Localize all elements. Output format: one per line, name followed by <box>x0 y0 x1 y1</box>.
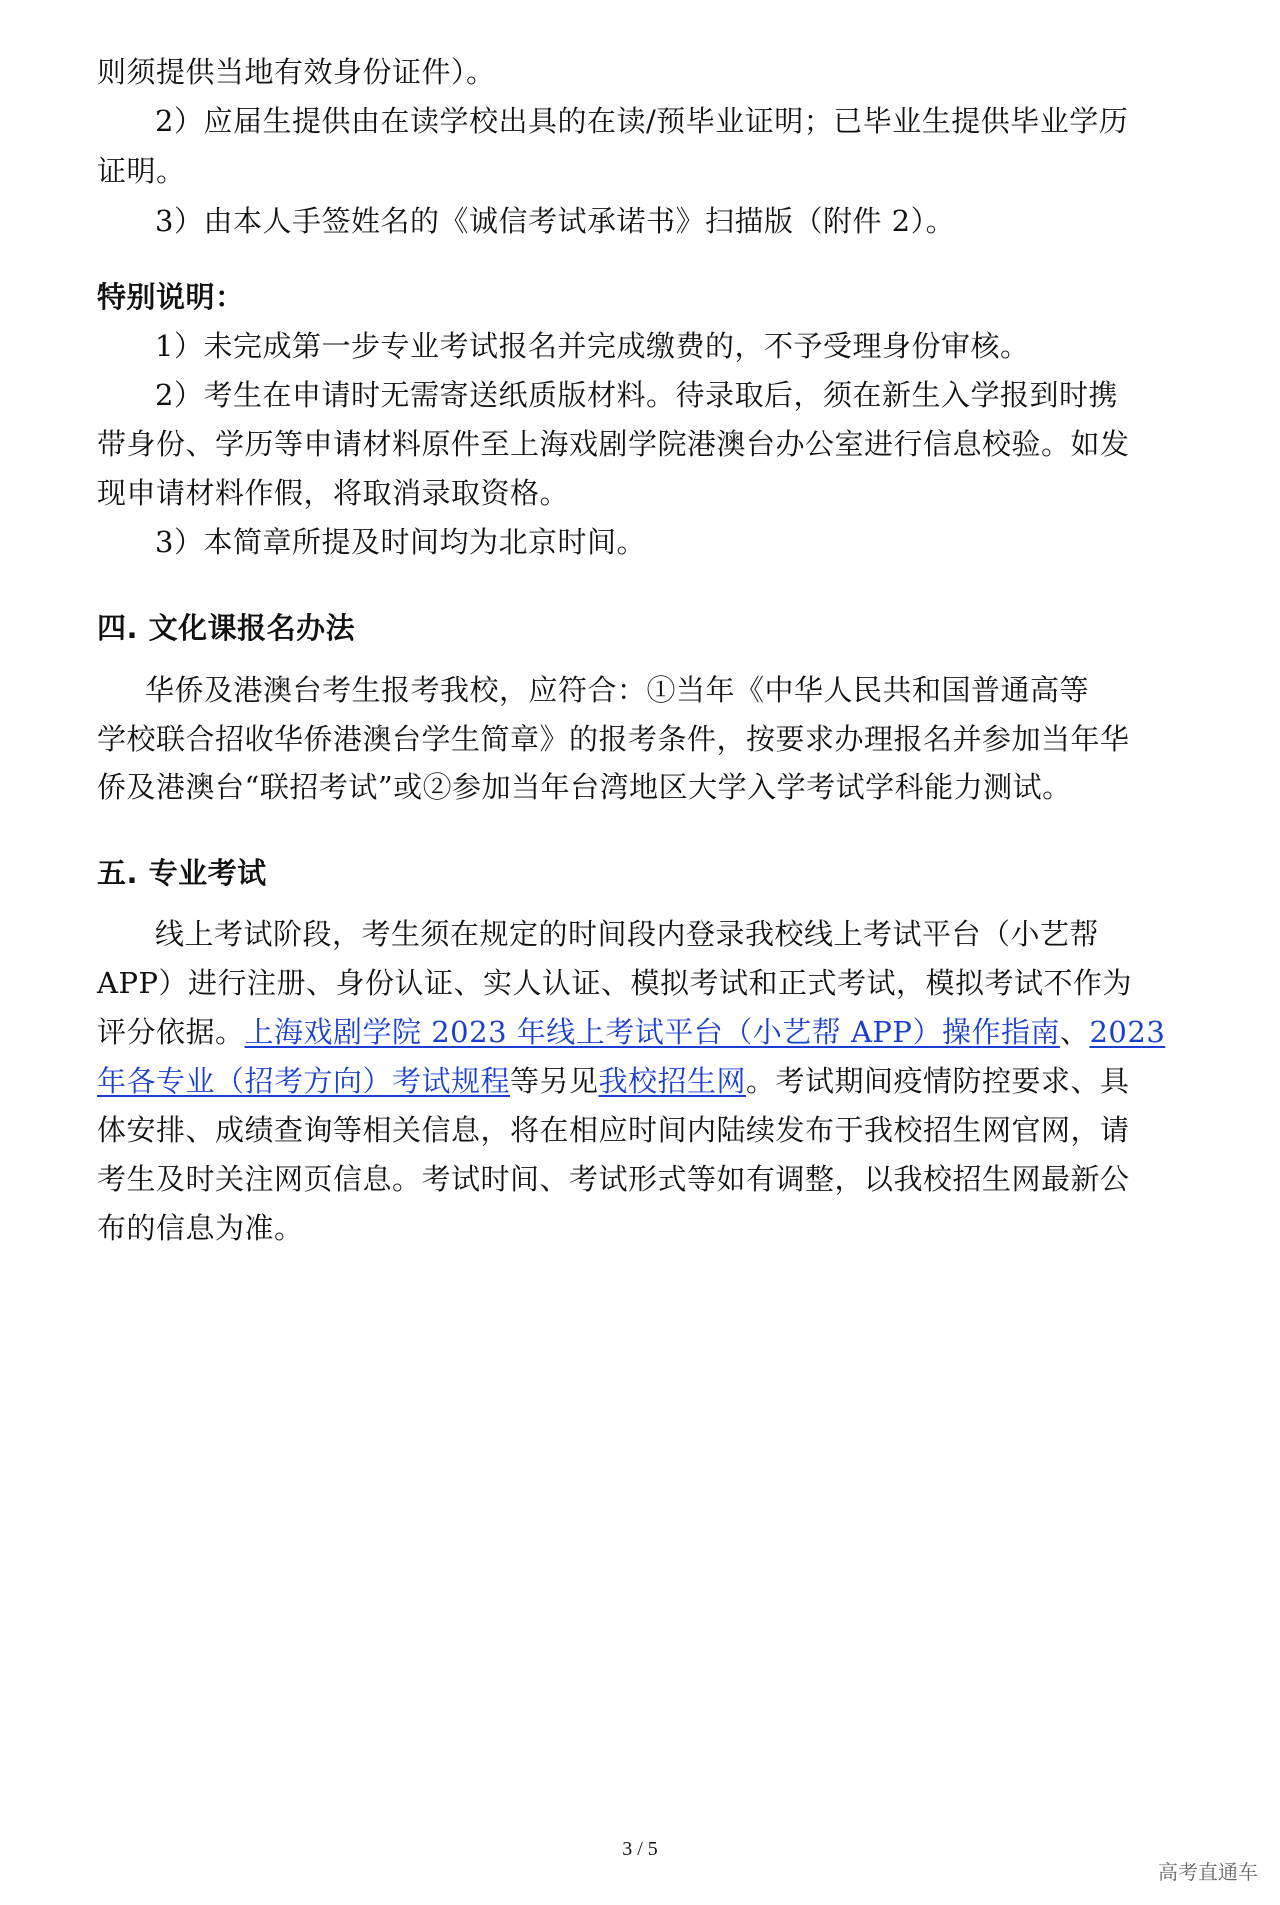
paragraph-line: 2）考生在申请时无需寄送纸质版材料。待录取后，须在新生入学报到时携 <box>155 378 1118 412</box>
watermark: 高考直通车 <box>1158 1860 1258 1884</box>
admissions-site-link[interactable]: 我校招生网 <box>598 1064 747 1098</box>
operation-guide-link[interactable]: 上海戏剧学院 2023 年线上考试平台（小艺帮 APP）操作指南 <box>244 1015 1060 1049</box>
paragraph-line: 1）未完成第一步专业考试报名并完成缴费的，不予受理身份审核。 <box>155 329 1030 363</box>
exam-rules-link-cont[interactable]: 年各专业（招考方向）考试规程 <box>97 1064 511 1098</box>
paragraph-line: 3）由本人手签姓名的《诚信考试承诺书》扫描版（附件 2）。 <box>155 204 956 238</box>
text-segment: 。考试期间疫情防控要求、具 <box>746 1064 1130 1098</box>
exam-rules-link[interactable]: 2023 <box>1089 1015 1166 1049</box>
paragraph-line: 学校联合招收华侨港澳台学生简章》的报考条件，按要求办理报名并参加当年华 <box>97 722 1130 756</box>
paragraph-line: 3）本简章所提及时间均为北京时间。 <box>155 525 646 559</box>
paragraph-line: 侨及港澳台“联招考试”或②参加当年台湾地区大学入学考试学科能力测试。 <box>97 770 1072 804</box>
paragraph-line: 带身份、学历等申请材料原件至上海戏剧学院港澳台办公室进行信息校验。如发 <box>97 427 1130 461</box>
paragraph-line: 线上考试阶段，考生须在规定的时间段内登录我校线上考试平台（小艺帮 <box>155 917 1100 951</box>
section-heading-4: 四. 文化课报名办法 <box>97 611 356 645</box>
paragraph-line: 体安排、成绩查询等相关信息，将在相应时间内陆续发布于我校招生网官网，请 <box>97 1113 1130 1147</box>
paragraph-line <box>97 1012 1177 1052</box>
paragraph-line <box>97 1061 1177 1101</box>
paragraph-line: 证明。 <box>97 154 186 188</box>
paragraph-line: 布的信息为准。 <box>97 1211 304 1245</box>
paragraph-line: 华侨及港澳台考生报考我校，应符合：①当年《中华人民共和国普通高等 <box>145 673 1090 707</box>
special-notes-heading: 特别说明： <box>97 280 245 314</box>
paragraph-line: 则须提供当地有效身份证件）。 <box>97 55 496 89</box>
paragraph-line: APP）进行注册、身份认证、实人认证、模拟考试和正式考试，模拟考试不作为 <box>97 966 1132 1000</box>
paragraph-line: 考生及时关注网页信息。考试时间、考试形式等如有调整，以我校招生网最新公 <box>97 1162 1130 1196</box>
page-number: 3 / 5 <box>622 1838 658 1860</box>
text-segment: 评分依据。 <box>97 1015 245 1049</box>
text-segment: 、 <box>1059 1015 1090 1049</box>
paragraph-line: 2）应届生提供由在读学校出具的在读/预毕业证明；已毕业生提供毕业学历 <box>155 104 1129 138</box>
text-segment: 等另见 <box>510 1064 599 1098</box>
section-heading-5: 五. 专业考试 <box>97 856 267 890</box>
paragraph-line: 现申请材料作假，将取消录取资格。 <box>97 476 570 510</box>
